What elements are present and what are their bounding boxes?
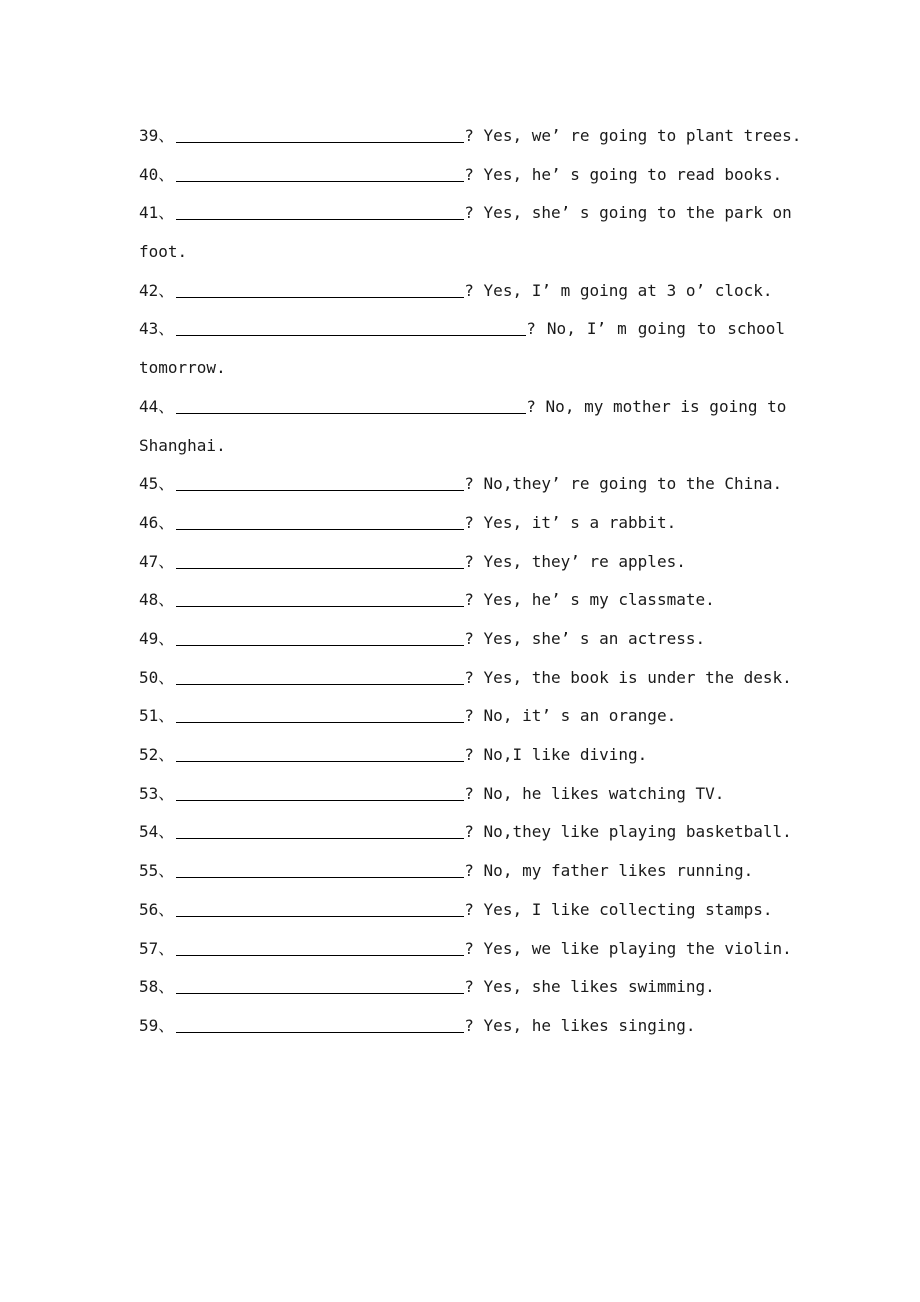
answer-blank[interactable] (176, 629, 464, 646)
question-number: 54、 (139, 822, 175, 842)
question-number: 44、 (139, 396, 175, 416)
question-42 (139, 272, 785, 311)
answer-blank[interactable] (176, 745, 464, 762)
question-45 (139, 465, 785, 504)
question-59 (139, 1007, 785, 1046)
question-number: 45、 (139, 474, 175, 494)
question-41 (139, 194, 792, 271)
question-number: 52、 (139, 745, 175, 765)
given-answer: ? Yes, it’ s a rabbit. (464, 512, 677, 532)
answer-blank[interactable] (176, 474, 464, 491)
given-answer: ? Yes, he likes singing. (464, 1015, 696, 1035)
answer-blank[interactable] (176, 165, 464, 182)
given-answer: ? Yes, he’ s going to read books. (464, 164, 783, 184)
given-answer: ? Yes, we like playing the violin. (464, 938, 792, 958)
given-answer: ? Yes, they’ re apples. (464, 551, 686, 571)
given-answer: ? No, I’ m going to school (526, 319, 785, 339)
question-54 (139, 813, 792, 852)
question-number: 59、 (139, 1015, 175, 1035)
question-number: 42、 (139, 280, 175, 300)
question-39 (139, 117, 802, 156)
question-number: 43、 (139, 319, 175, 339)
answer-blank[interactable] (176, 706, 464, 723)
given-answer-continued: tomorrow. (139, 358, 226, 378)
question-number: 47、 (139, 551, 175, 571)
given-answer: ? Yes, I’ m going at 3 o’ clock. (464, 280, 773, 300)
answer-blank[interactable] (176, 977, 464, 994)
answer-blank[interactable] (176, 1016, 464, 1033)
question-number: 46、 (139, 512, 175, 532)
question-44 (139, 388, 785, 465)
question-43 (139, 310, 785, 387)
question-53 (139, 775, 785, 814)
given-answer: ? No,they like playing basketball. (464, 822, 792, 842)
answer-blank[interactable] (176, 281, 464, 298)
given-answer: ? No, my father likes running. (464, 861, 754, 881)
answer-blank[interactable] (176, 319, 526, 336)
answer-blank[interactable] (176, 861, 464, 878)
answer-blank[interactable] (176, 590, 464, 607)
question-40 (139, 156, 785, 195)
question-number: 51、 (139, 706, 175, 726)
question-number: 50、 (139, 667, 175, 687)
given-answer-continued: foot. (139, 242, 188, 262)
answer-blank[interactable] (176, 552, 464, 569)
answer-blank[interactable] (176, 822, 464, 839)
given-answer: ? Yes, he’ s my classmate. (464, 590, 715, 610)
answer-blank[interactable] (176, 939, 464, 956)
question-55 (139, 852, 785, 891)
worksheet-page (139, 117, 802, 1046)
given-answer: ? No, my mother is going to (526, 396, 787, 416)
answer-blank[interactable] (176, 203, 464, 220)
question-47 (139, 543, 785, 582)
given-answer: ? Yes, she likes swimming. (464, 977, 715, 997)
question-number: 39、 (139, 126, 175, 145)
question-number: 41、 (139, 203, 175, 223)
given-answer: ? No,I like diving. (464, 745, 648, 765)
question-number: 40、 (139, 164, 175, 184)
question-48 (139, 581, 785, 620)
answer-blank[interactable] (176, 668, 464, 685)
given-answer: ? No, it’ s an orange. (464, 706, 677, 726)
given-answer: ? No,they’ re going to the China. (464, 474, 783, 494)
question-49 (139, 620, 785, 659)
given-answer: ? Yes, she’ s going to the park on (464, 203, 792, 223)
question-50 (139, 659, 792, 698)
given-answer: ? Yes, the book is under the desk. (464, 667, 792, 687)
question-57 (139, 930, 792, 969)
question-number: 56、 (139, 899, 175, 919)
given-answer-continued: Shanghai. (139, 435, 226, 455)
question-number: 55、 (139, 861, 175, 881)
question-52 (139, 736, 785, 775)
question-number: 58、 (139, 977, 175, 997)
answer-blank[interactable] (176, 784, 464, 801)
answer-blank[interactable] (176, 513, 464, 530)
question-number: 57、 (139, 938, 175, 958)
given-answer: ? Yes, she’ s an actress. (464, 629, 706, 649)
question-number: 53、 (139, 783, 175, 803)
question-56 (139, 891, 785, 930)
answer-blank[interactable] (176, 900, 464, 917)
given-answer: ? No, he likes watching TV. (464, 783, 725, 803)
given-answer: ? Yes, I like collecting stamps. (464, 899, 773, 919)
answer-blank[interactable] (176, 397, 526, 414)
question-number: 49、 (139, 629, 175, 649)
given-answer: ? Yes, we’ re going to plant trees. (464, 126, 802, 145)
question-number: 48、 (139, 590, 175, 610)
question-58 (139, 968, 785, 1007)
question-46 (139, 504, 785, 543)
answer-blank[interactable] (176, 126, 464, 143)
question-51 (139, 697, 785, 736)
